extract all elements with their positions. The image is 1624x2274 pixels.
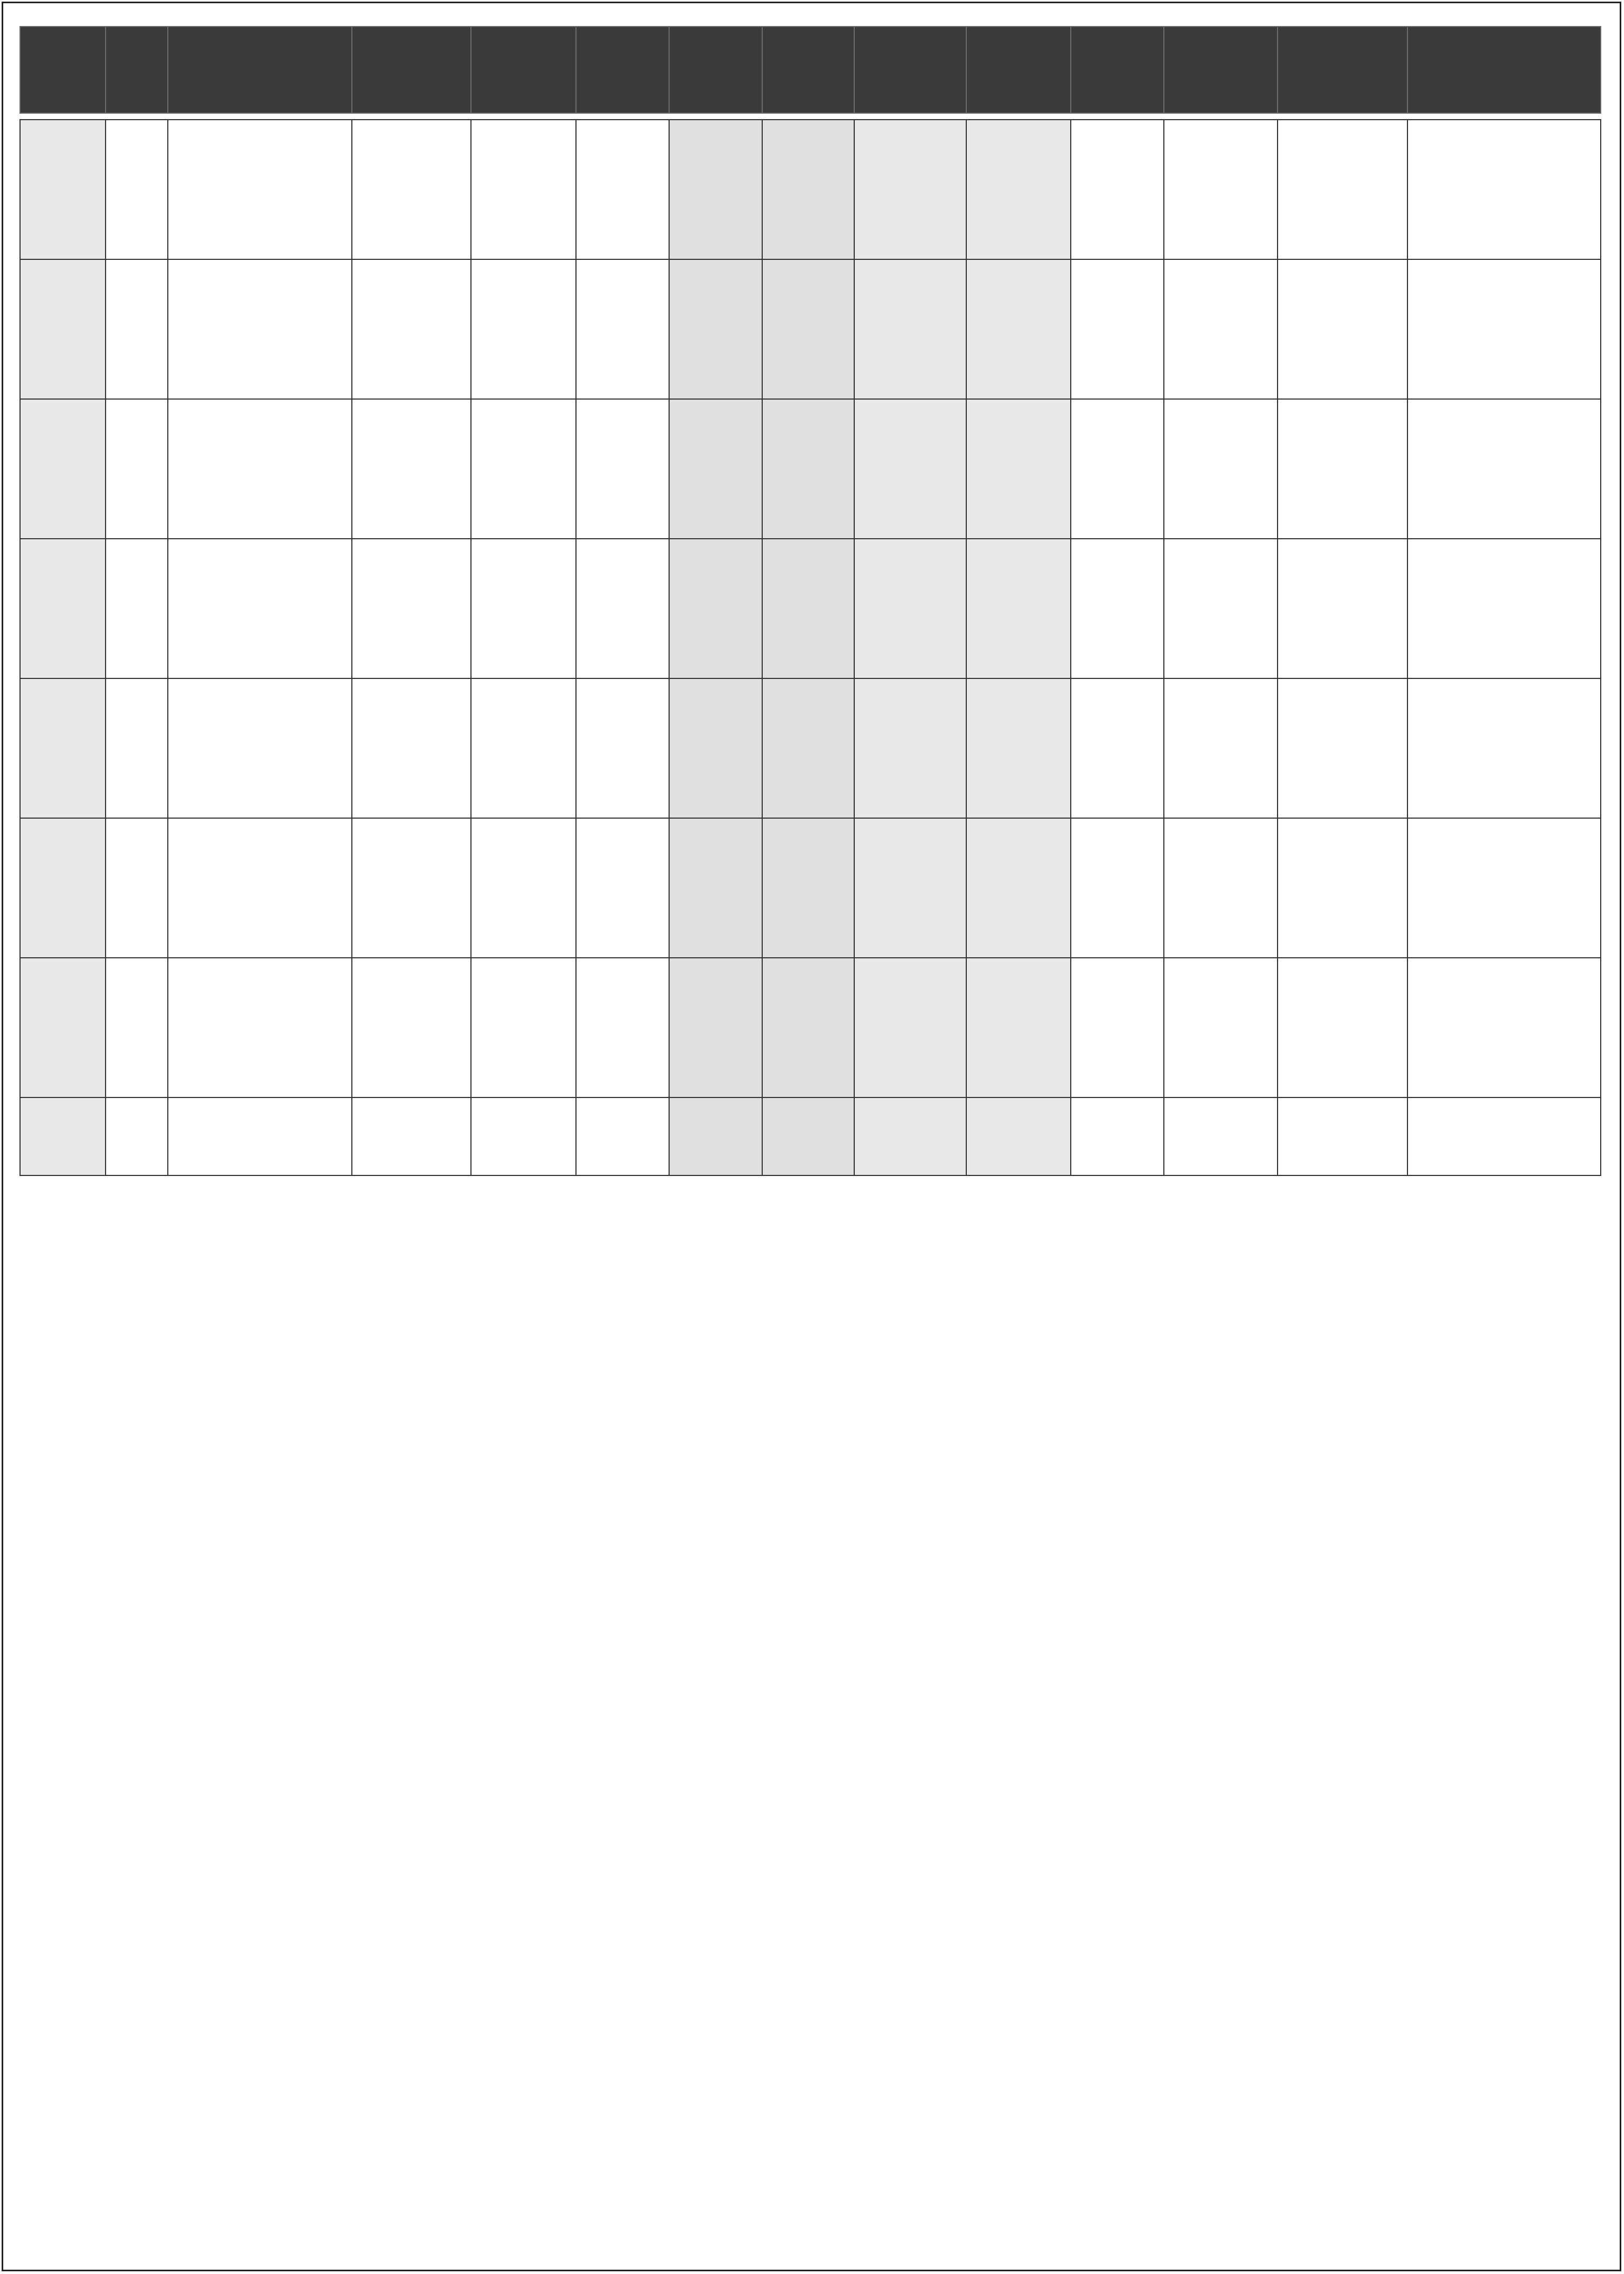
cell-subclasificacion — [1278, 678, 1407, 818]
cell-res — [106, 678, 168, 818]
cell-credito-sub-usd — [762, 120, 854, 259]
cell-credito-dop — [471, 120, 576, 259]
cell-subclasificacion — [1278, 818, 1407, 958]
cell-condiciones — [1407, 1097, 1601, 1175]
cell-total-dop — [966, 678, 1071, 818]
cell-identificacion — [352, 120, 471, 259]
cell-total-dop — [966, 259, 1071, 399]
cell-credito-sub-dop — [576, 678, 669, 818]
cell-credito-usd — [669, 120, 762, 259]
cell-clasificacion — [1164, 958, 1278, 1097]
cell-credito-sub-usd — [762, 818, 854, 958]
cell-res — [106, 539, 168, 678]
cell-clasificacion — [1164, 678, 1278, 818]
cell-total-dop — [966, 539, 1071, 678]
cell-registro — [20, 818, 106, 958]
table-header — [20, 27, 1601, 113]
cell-condiciones — [1407, 120, 1601, 259]
col-header-subclasificacion — [1278, 27, 1407, 113]
cell-identificacion — [352, 958, 471, 1097]
cell-credito-dop — [471, 818, 576, 958]
cell-credito-dop — [471, 1097, 576, 1175]
cell-condiciones — [1407, 399, 1601, 539]
cell-registro — [20, 539, 106, 678]
col-header-participacion — [1071, 27, 1164, 113]
cell-res — [106, 399, 168, 539]
table-row — [20, 818, 1601, 958]
cell-credito-sub-usd — [762, 1097, 854, 1175]
table-row — [20, 120, 1601, 259]
col-header-condiciones — [1407, 27, 1601, 113]
col-header-nombre — [168, 27, 352, 113]
cell-identificacion — [352, 818, 471, 958]
col-header-identificacion — [352, 27, 471, 113]
cell-credito-sub-usd — [762, 259, 854, 399]
cell-res — [106, 1097, 168, 1175]
cell-credito-usd — [669, 1097, 762, 1175]
cell-registro — [20, 958, 106, 1097]
cell-res — [106, 259, 168, 399]
cell-registro — [20, 399, 106, 539]
cell-contingente — [854, 1097, 966, 1175]
cell-res — [106, 120, 168, 259]
cell-total-dop — [966, 399, 1071, 539]
cell-res — [106, 958, 168, 1097]
cell-nombre — [168, 678, 352, 818]
cell-subclasificacion — [1278, 120, 1407, 259]
cell-participacion — [1071, 818, 1164, 958]
cell-participacion — [1071, 958, 1164, 1097]
cell-credito-dop — [471, 399, 576, 539]
cell-registro — [20, 259, 106, 399]
cell-condiciones — [1407, 259, 1601, 399]
cell-condiciones — [1407, 539, 1601, 678]
table-row — [20, 958, 1601, 1097]
cell-identificacion — [352, 678, 471, 818]
cell-credito-dop — [471, 539, 576, 678]
cell-nombre — [168, 539, 352, 678]
cell-registro — [20, 1097, 106, 1175]
cell-participacion — [1071, 1097, 1164, 1175]
cell-subclasificacion — [1278, 1097, 1407, 1175]
header-gap — [20, 113, 1601, 120]
cell-nombre — [168, 399, 352, 539]
cell-participacion — [1071, 259, 1164, 399]
cell-subclasificacion — [1278, 259, 1407, 399]
cell-credito-dop — [471, 958, 576, 1097]
cell-contingente — [854, 539, 966, 678]
table-row — [20, 399, 1601, 539]
col-header-total-dop — [966, 27, 1071, 113]
cell-nombre — [168, 1097, 352, 1175]
cell-nombre — [168, 818, 352, 958]
table-row — [20, 539, 1601, 678]
table-row — [20, 259, 1601, 399]
cell-participacion — [1071, 120, 1164, 259]
col-header-res — [106, 27, 168, 113]
col-header-credito-sub-dop — [576, 27, 669, 113]
cell-contingente — [854, 958, 966, 1097]
cell-registro — [20, 120, 106, 259]
col-header-registro — [20, 27, 106, 113]
cell-clasificacion — [1164, 120, 1278, 259]
cell-identificacion — [352, 1097, 471, 1175]
cell-subclasificacion — [1278, 399, 1407, 539]
cell-subclasificacion — [1278, 958, 1407, 1097]
cell-total-dop — [966, 1097, 1071, 1175]
cell-total-dop — [966, 818, 1071, 958]
cell-credito-sub-dop — [576, 259, 669, 399]
cell-nombre — [168, 120, 352, 259]
cell-nombre — [168, 958, 352, 1097]
creditor-table-1 — [19, 26, 1601, 1176]
cell-contingente — [854, 678, 966, 818]
cell-clasificacion — [1164, 259, 1278, 399]
cell-clasificacion — [1164, 1097, 1278, 1175]
cell-clasificacion — [1164, 818, 1278, 958]
cell-credito-dop — [471, 259, 576, 399]
cell-credito-sub-dop — [576, 818, 669, 958]
col-header-credito-dop — [471, 27, 576, 113]
cell-contingente — [854, 399, 966, 539]
cell-identificacion — [352, 539, 471, 678]
cell-credito-usd — [669, 818, 762, 958]
cell-identificacion — [352, 259, 471, 399]
cell-credito-usd — [669, 539, 762, 678]
cell-nombre — [168, 259, 352, 399]
cell-clasificacion — [1164, 399, 1278, 539]
col-header-credito-sub-usd — [762, 27, 854, 113]
cell-credito-dop — [471, 678, 576, 818]
table-row — [20, 1097, 1601, 1175]
cell-participacion — [1071, 678, 1164, 818]
cell-credito-sub-dop — [576, 399, 669, 539]
col-header-contingente — [854, 27, 966, 113]
cell-credito-usd — [669, 259, 762, 399]
cell-contingente — [854, 818, 966, 958]
cell-credito-sub-dop — [576, 539, 669, 678]
cell-contingente — [854, 120, 966, 259]
cell-clasificacion — [1164, 539, 1278, 678]
cell-contingente — [854, 259, 966, 399]
cell-condiciones — [1407, 958, 1601, 1097]
cell-credito-sub-usd — [762, 399, 854, 539]
cell-condiciones — [1407, 818, 1601, 958]
cell-participacion — [1071, 539, 1164, 678]
cell-credito-sub-dop — [576, 958, 669, 1097]
cell-credito-sub-usd — [762, 958, 854, 1097]
col-header-clasificacion — [1164, 27, 1278, 113]
cell-credito-usd — [669, 399, 762, 539]
cell-credito-usd — [669, 958, 762, 1097]
cell-credito-sub-usd — [762, 678, 854, 818]
table-row — [20, 678, 1601, 818]
cell-subclasificacion — [1278, 539, 1407, 678]
cell-res — [106, 818, 168, 958]
cell-condiciones — [1407, 678, 1601, 818]
cell-credito-usd — [669, 678, 762, 818]
cell-credito-sub-dop — [576, 1097, 669, 1175]
cell-total-dop — [966, 958, 1071, 1097]
col-header-credito-usd — [669, 27, 762, 113]
cell-participacion — [1071, 399, 1164, 539]
cell-registro — [20, 678, 106, 818]
cell-total-dop — [966, 120, 1071, 259]
cell-credito-sub-dop — [576, 120, 669, 259]
cell-identificacion — [352, 399, 471, 539]
cell-credito-sub-usd — [762, 539, 854, 678]
